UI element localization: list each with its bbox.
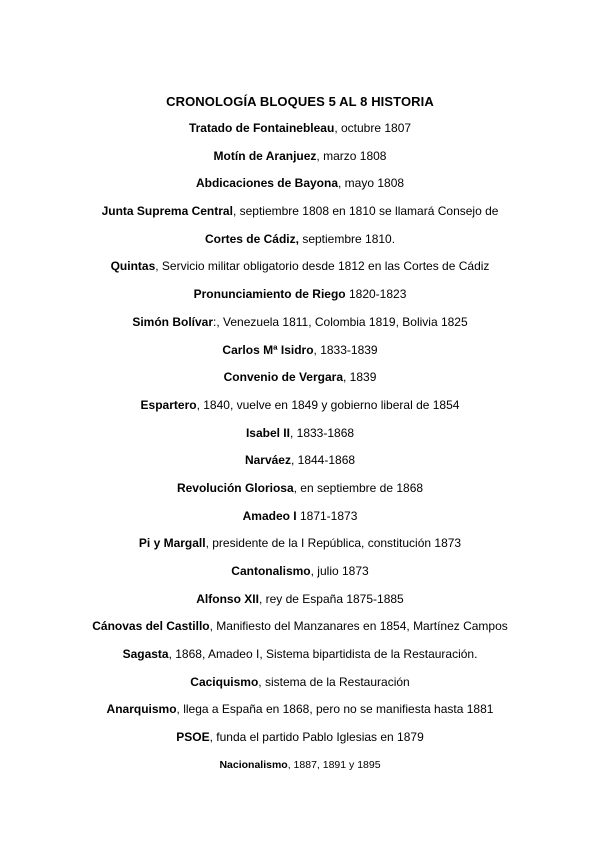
entry-detail: , 1839 [343,370,377,385]
entry-detail: , en septiembre de 1868 [293,480,424,495]
entry-detail: , 1887, 1891 y 1895 [287,758,381,771]
chronology-entry [0,563,600,591]
chronology-entry [0,674,600,702]
entry-detail: , 1868, Amadeo I, Sistema bipartidista de la Restauración. [168,647,478,662]
entry-detail: , 1833-1839 [313,342,378,357]
entry-term: Quintas [110,259,156,274]
entry-detail: , 1840, vuelve en 1849 y gobierno liberal de 1854 [196,397,460,412]
chronology-entry [0,148,600,176]
chronology-entry [0,701,600,729]
chronology-entry [0,286,600,314]
chronology-entry [0,480,600,508]
document-title: CRONOLOGÍA BLOQUES 5 AL 8 HISTORIA [166,94,434,109]
entry-term: Simón Bolívar [132,314,214,329]
chronology-entry [0,120,600,148]
entry-term: Alfonso XII [196,591,259,606]
entry-detail: , octubre 1807 [334,121,412,135]
chronology-entry [0,342,600,370]
entry-term: Cortes de Cádiz, [204,231,299,246]
chronology-entry [0,757,600,785]
entry-detail: , marzo 1808 [316,148,387,163]
entry-detail: 1871-1873 [296,508,358,523]
entry-term: Carlos Mª Isidro [222,342,314,357]
entry-term: Tratado de Fontainebleau [188,121,335,135]
chronology-entry [0,729,600,757]
chronology-entry [0,591,600,619]
chronology-entry [0,314,600,342]
entry-term: Sagasta [122,647,169,662]
chronology-entry [0,452,600,480]
chronology-entry [0,203,600,231]
entry-detail: , mayo 1808 [338,176,405,191]
chronology-entry [0,397,600,425]
chronology-entry [0,175,600,203]
entry-detail: septiembre 1810. [298,231,396,246]
chronology-entry [0,258,600,286]
entry-detail: , 1844-1868 [290,453,356,468]
entry-term: Narváez [244,453,291,468]
entry-term: Cantonalismo [231,564,311,578]
entry-term: Nacionalismo [219,758,288,771]
entry-term: Isabel II [245,425,290,440]
chronology-list [0,120,600,785]
entry-detail: , presidente de la I República, constitución 1873 [205,536,462,551]
entry-detail: , septiembre 1808 en 1810 se llamará Consejo de [232,204,499,219]
chronology-entry [0,535,600,563]
entry-detail: , 1833-1868 [289,425,355,440]
entry-term: Cánovas del Castillo [92,619,210,634]
entry-term: Junta Suprema Central [101,204,233,219]
entry-detail: 1820-1823 [345,287,407,302]
entry-term: Anarquismo [106,702,177,717]
entry-term: Motín de Aranjuez [213,148,317,163]
entry-term: Convenio de Vergara [223,370,343,385]
entry-detail: , rey de España 1875-1885 [258,591,404,606]
chronology-entry [0,425,600,453]
chronology-entry [0,369,600,397]
entry-term: Espartero [140,397,197,412]
entry-detail: , funda el partido Pablo Iglesias en 1879 [209,730,424,745]
entry-detail: , llega a España en 1868, pero no se manifiesta hasta 1881 [176,702,494,717]
chronology-entry [0,646,600,674]
entry-term: Abdicaciones de Bayona [195,176,338,191]
entry-term: Pi y Margall [138,536,206,551]
entry-term: Caciquismo [190,674,259,689]
entry-term: Pronunciamiento de Riego [193,287,346,302]
entry-detail: , sistema de la Restauración [258,674,410,689]
entry-term: PSOE [176,730,210,745]
entry-detail: , julio 1873 [310,564,369,578]
chronology-entry [0,508,600,536]
entry-detail: , Manifiesto del Manzanares en 1854, Martínez Campos [209,619,508,634]
chronology-entry [0,231,600,259]
entry-term: Amadeo I [242,508,297,523]
entry-detail: :, Venezuela 1811, Colombia 1819, Bolivia 1825 [213,314,468,329]
entry-term: Revolución Gloriosa [176,480,294,495]
chronology-entry [0,618,600,646]
entry-detail: , Servicio militar obligatorio desde 1812 en las Cortes de Cádiz [155,259,490,274]
